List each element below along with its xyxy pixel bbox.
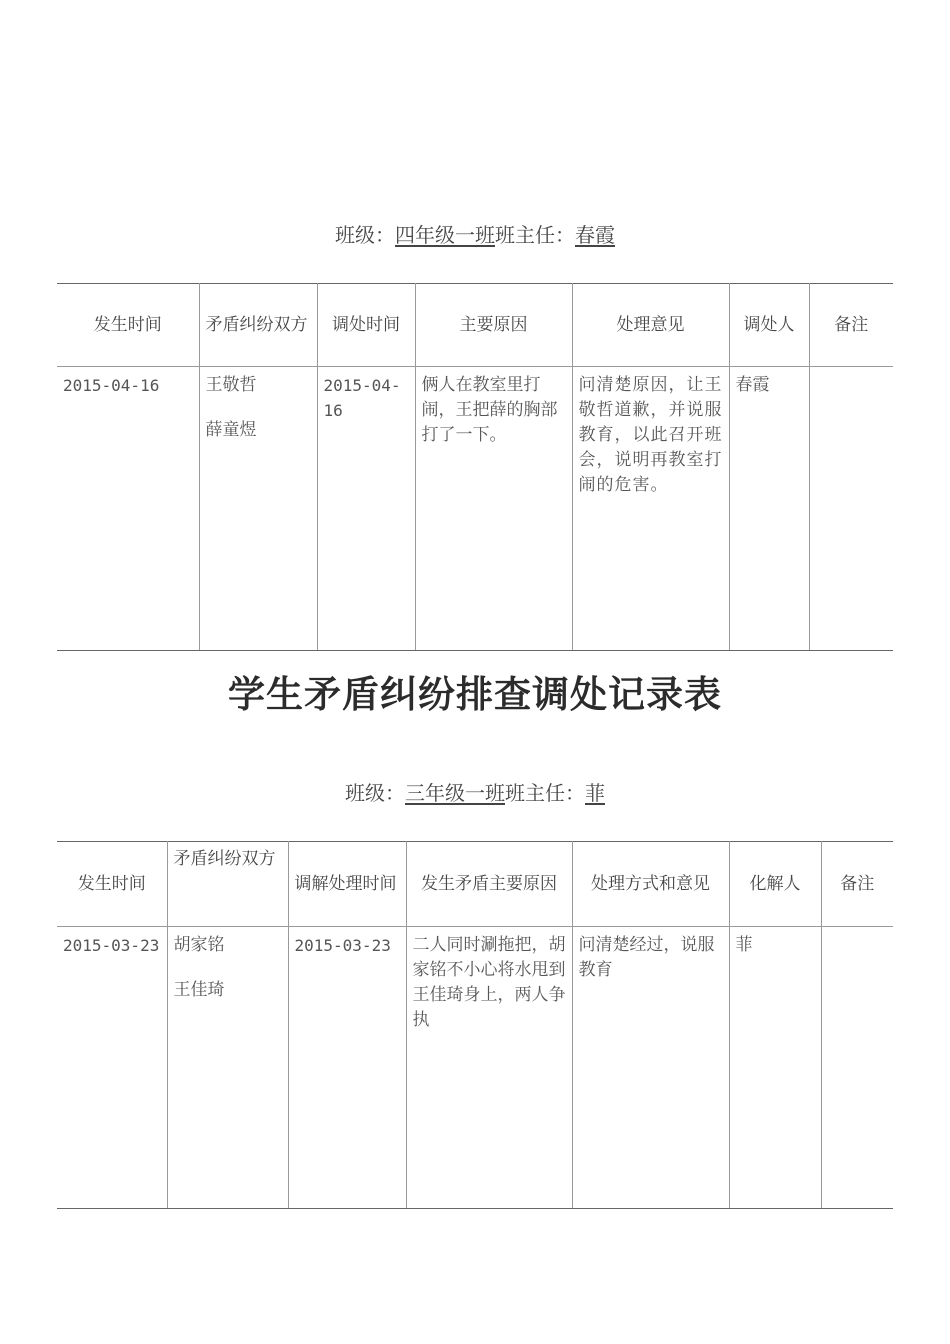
- class-label: 班级：: [335, 223, 395, 247]
- party-a: 胡家铭: [173, 935, 225, 955]
- header-reason: 发生矛盾主要原因: [406, 842, 572, 927]
- table-row: [57, 367, 893, 651]
- teacher-label: 班主任：: [505, 781, 585, 805]
- header-date: 发生时间: [57, 284, 199, 367]
- header-reason: 主要原因: [415, 284, 572, 367]
- cell-reason: 俩人在教室里打闹，王把薛的胸部打了一下。: [415, 367, 572, 651]
- header-parties: 矛盾纠纷双方: [167, 842, 288, 927]
- cell-opinion: 问清楚原因，让王敬哲道歉，并说服教育，以此召开班会，说明再教室打闹的危害。: [572, 367, 729, 651]
- cell-parties: [199, 367, 317, 651]
- cell-parties: [167, 927, 288, 1209]
- header-handle-date: 调处时间: [317, 284, 415, 367]
- header-note: 备注: [821, 842, 893, 927]
- class-value: 四年级一班: [395, 223, 495, 247]
- header-opinion: 处理方式和意见: [572, 842, 729, 927]
- party-b: 王佳琦: [173, 980, 225, 1000]
- header-opinion: 处理意见: [572, 284, 729, 367]
- opinion-line-2: 教育: [578, 960, 613, 980]
- cell-mediator: 春霞: [729, 367, 809, 651]
- spacer: [174, 958, 282, 978]
- class-label: 班级：: [345, 781, 405, 805]
- cell-date: 2015-03-23: [57, 927, 167, 1209]
- cell-handle-date: 2015-03-23: [288, 927, 406, 1209]
- header-date: 发生时间: [57, 842, 167, 927]
- class-line-2: [0, 777, 950, 806]
- header-note: 备注: [809, 284, 893, 367]
- record-table-2: [57, 841, 893, 1209]
- party-a: 王敬哲: [205, 375, 257, 395]
- table-header-row: [57, 284, 893, 367]
- cell-reason: 二人同时涮拖把，胡家铭不小心将水甩到王佳琦身上，两人争执: [406, 927, 572, 1209]
- cell-note: [821, 927, 893, 1209]
- header-parties: 矛盾纠纷双方: [199, 284, 317, 367]
- page-title: 学生矛盾纠纷排查调处记录表: [228, 673, 722, 716]
- cell-handle-date: 2015-04-16: [317, 367, 415, 651]
- record-table-1: [57, 283, 893, 651]
- class-line-1: [0, 219, 950, 248]
- table-row: [57, 927, 893, 1209]
- cell-mediator: 菲: [729, 927, 821, 1209]
- header-handle-date: 调解处理时间: [288, 842, 406, 927]
- cell-opinion: [572, 927, 729, 1209]
- header-mediator: 化解人: [729, 842, 821, 927]
- teacher-label: 班主任：: [495, 223, 575, 247]
- header-mediator: 调处人: [729, 284, 809, 367]
- teacher-value: 春霞: [575, 223, 615, 247]
- spacer: [206, 398, 311, 418]
- party-b: 薛童煜: [205, 420, 257, 440]
- cell-note: [809, 367, 893, 651]
- table-header-row: [57, 842, 893, 927]
- opinion-line-1: 问清楚经过，说服: [578, 935, 715, 955]
- class-value: 三年级一班: [405, 781, 505, 805]
- teacher-value: 菲: [585, 781, 605, 805]
- cell-date: 2015-04-16: [57, 367, 199, 651]
